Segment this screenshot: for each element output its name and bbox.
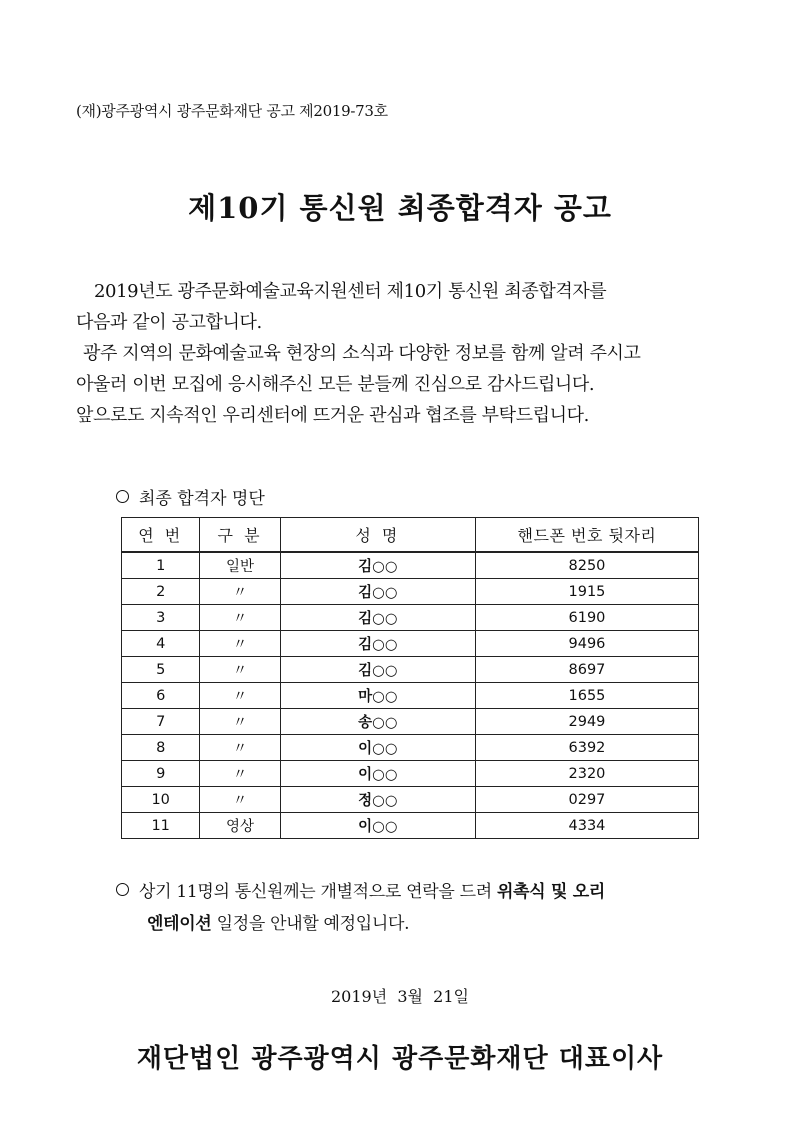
header-phone: 핸드폰 번호 뒷자리 — [475, 518, 698, 553]
signature: 재단법인 광주광역시 광주문화재단 대표이사 — [136, 1044, 664, 1074]
header-name: 성 명 — [280, 518, 475, 553]
notice-date: 2019년 3월 21일 — [331, 987, 469, 1006]
closing-note — [116, 876, 736, 940]
cell-number: 2 — [122, 579, 200, 605]
table-row — [122, 657, 699, 683]
cell-name: 이○○ — [280, 761, 475, 787]
cell-phone: 8697 — [475, 657, 698, 683]
cell-category: 〃 — [200, 761, 280, 787]
cell-category: 〃 — [200, 709, 280, 735]
table-row — [122, 552, 699, 579]
table-row — [122, 579, 699, 605]
cell-phone: 6392 — [475, 735, 698, 761]
cell-category: 〃 — [200, 631, 280, 657]
table-row — [122, 709, 699, 735]
cell-name: 김○○ — [280, 552, 475, 579]
circle-bullet-icon — [116, 490, 129, 503]
cell-name: 김○○ — [280, 631, 475, 657]
section-heading-label: 최종 합격자 명단 — [139, 489, 265, 509]
table-row — [122, 787, 699, 813]
cell-number: 11 — [122, 813, 200, 839]
table-row — [122, 761, 699, 787]
cell-name: 김○○ — [280, 579, 475, 605]
cell-number: 6 — [122, 683, 200, 709]
body-line: 앞으로도 지속적인 우리센터에 뜨거운 관심과 협조를 부탁드립니다. — [76, 405, 589, 426]
cell-number: 7 — [122, 709, 200, 735]
header-number: 연 번 — [122, 518, 200, 553]
cell-category: 영상 — [200, 813, 280, 839]
section-heading — [116, 484, 265, 509]
cell-name: 김○○ — [280, 657, 475, 683]
cell-phone: 2320 — [475, 761, 698, 787]
roster-table — [121, 517, 699, 839]
notice-number: (재)광주광역시 광주문화재단 공고 제2019-73호 — [76, 102, 388, 120]
closing-text: 상기 11명의 통신원께는 개별적으로 연락을 드려 — [139, 882, 497, 902]
table-row — [122, 813, 699, 839]
table-row — [122, 605, 699, 631]
cell-number: 8 — [122, 735, 200, 761]
header-category: 구 분 — [200, 518, 280, 553]
cell-category: 〃 — [200, 683, 280, 709]
cell-number: 3 — [122, 605, 200, 631]
cell-phone: 4334 — [475, 813, 698, 839]
closing-line — [116, 876, 736, 908]
table-header-row — [122, 518, 699, 553]
body-line: 아울러 이번 모집에 응시해주신 모든 분들께 진심으로 감사드립니다. — [76, 374, 595, 395]
table-row — [122, 735, 699, 761]
closing-line — [116, 908, 736, 940]
cell-name: 이○○ — [280, 735, 475, 761]
page-title: 제10기 통신원 최종합격자 공고 — [188, 191, 612, 225]
cell-category: 〃 — [200, 787, 280, 813]
closing-emphasis: 엔테이션 — [147, 914, 212, 934]
cell-phone: 6190 — [475, 605, 698, 631]
cell-phone: 2949 — [475, 709, 698, 735]
body-line: 다음과 같이 공고합니다. — [76, 312, 262, 333]
cell-number: 9 — [122, 761, 200, 787]
circle-bullet-icon — [116, 883, 129, 896]
cell-number: 1 — [122, 552, 200, 579]
cell-category: 〃 — [200, 605, 280, 631]
table-row — [122, 683, 699, 709]
closing-text: 일정을 안내할 예정입니다. — [211, 914, 410, 934]
cell-phone: 1915 — [475, 579, 698, 605]
cell-number: 10 — [122, 787, 200, 813]
cell-phone: 8250 — [475, 552, 698, 579]
cell-category: 〃 — [200, 657, 280, 683]
cell-phone: 9496 — [475, 631, 698, 657]
body-line: 광주 지역의 문화예술교육 현장의 소식과 다양한 정보를 함께 알려 주시고 — [83, 343, 641, 364]
cell-phone: 0297 — [475, 787, 698, 813]
cell-category: 〃 — [200, 735, 280, 761]
roster-body — [122, 552, 699, 839]
cell-number: 5 — [122, 657, 200, 683]
table-row — [122, 631, 699, 657]
cell-name: 정○○ — [280, 787, 475, 813]
cell-phone: 1655 — [475, 683, 698, 709]
cell-name: 마○○ — [280, 683, 475, 709]
closing-emphasis: 위촉식 및 오리 — [496, 882, 605, 902]
cell-category: 〃 — [200, 579, 280, 605]
body-text — [76, 276, 736, 431]
cell-category: 일반 — [200, 552, 280, 579]
cell-name: 송○○ — [280, 709, 475, 735]
cell-name: 이○○ — [280, 813, 475, 839]
cell-number: 4 — [122, 631, 200, 657]
cell-name: 김○○ — [280, 605, 475, 631]
body-line: 2019년도 광주문화예술교육지원센터 제10기 통신원 최종합격자를 — [94, 281, 607, 302]
